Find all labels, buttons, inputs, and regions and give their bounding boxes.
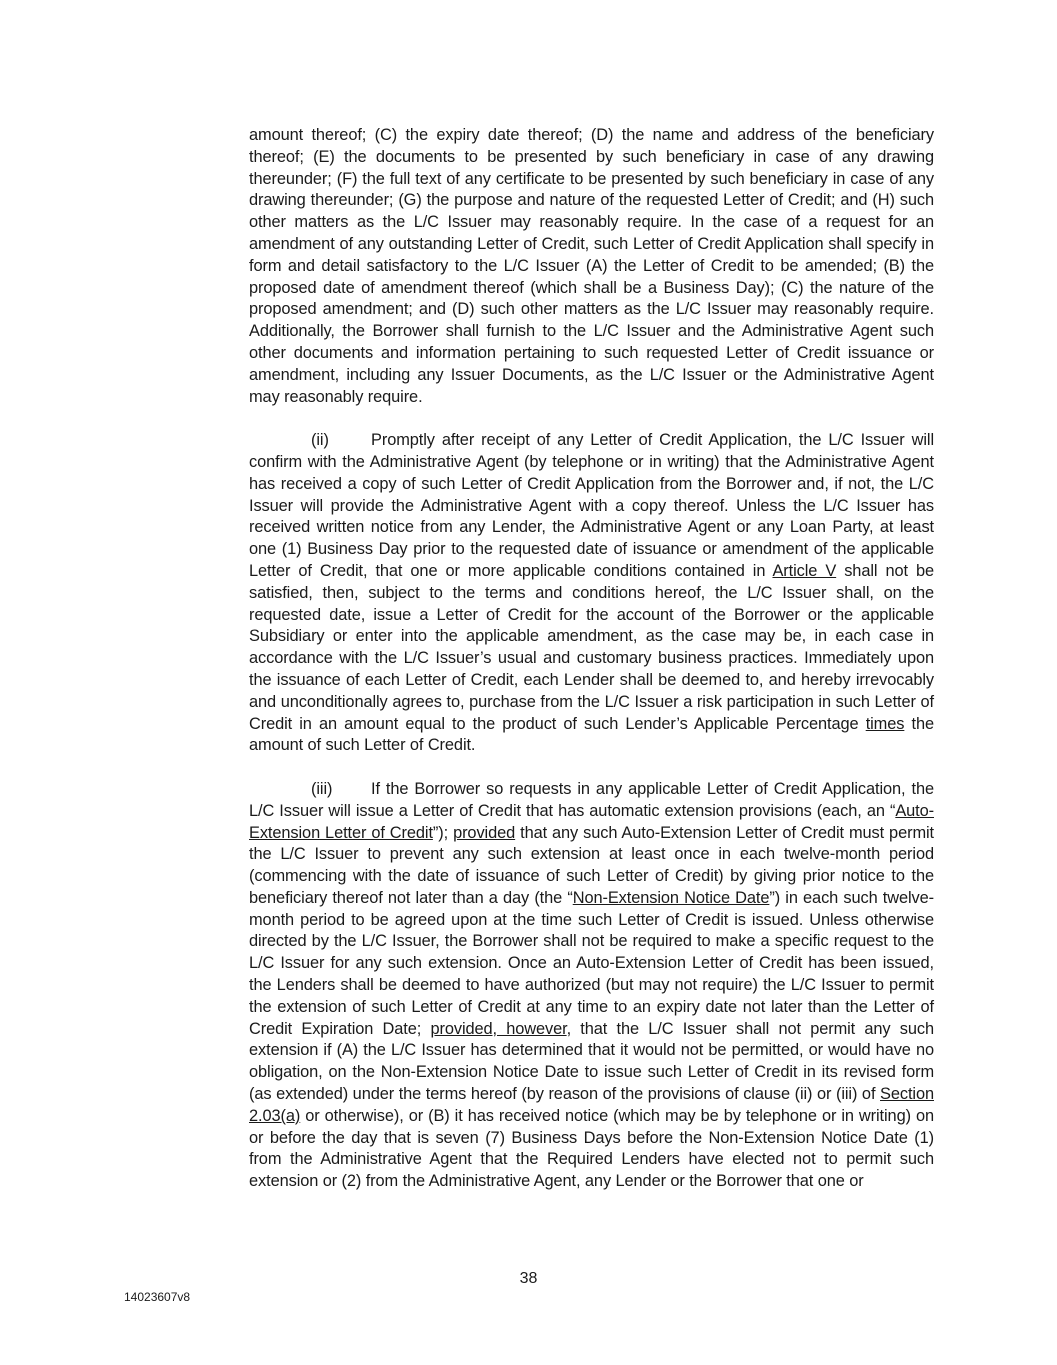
auto-extension-term: Auto-Extension Letter of Credit <box>249 801 934 842</box>
body-text <box>249 125 934 1215</box>
paragraph-ii-number: (ii) <box>311 431 329 450</box>
paragraph-iii-text-6: or otherwise), or (B) it has received notice (which may be by telephone or in writing) on or before the day that is seven (7) Business Days before the Non-Extension Notice Date (1) from the Administrative Agent that the Required Lenders have elected not to permit such extension or (2) from the Administrative Agent, any Lender or the Borrower that one or <box>249 1106 934 1191</box>
paragraph-ii-text-2: shall not be satisfied, then, subject to the terms and conditions hereof, the L/C Issuer shall, on the requested date, issue a Letter of Credit for the account of the Borrower or the applicable Subsidiary or enter into the applicable amendment, as the case may be, in each case in accordance with the L/C Issuer’s usual and customary business practices. Immediately upon the issuance of each Letter of Credit, each Lender shall be deemed to, and hereby irrevocably and unconditionally agrees to, purchase from the L/C Issuer a risk participation in such Letter of Credit in an amount equal to the product of such Lender’s Applicable Percentage <box>249 561 934 733</box>
non-extension-notice-date-term: Non-Extension Notice Date <box>572 888 770 907</box>
provided-term: provided <box>453 823 516 842</box>
paragraph-iii-text-5: , that the L/C Issuer shall not permit any such extension if (A) the L/C Issuer has determined that it would not be permitted, or would have no obligation, on the Non-Extension Notice Date to issue such Letter of Credit in its revised form (as extended) under the terms hereof (by reason of the provisions of clause (ii) or (iii) of <box>249 1019 934 1104</box>
page-number: 38 <box>519 1270 538 1287</box>
paragraph-iii-text-4: ”) in each such twelve-month period to be agreed upon at the time such Letter of Credit is issued. Unless otherwise directed by the L/C Issuer, the Borrower shall not be required to make a specific request to the L/C Issuer for any such extension. Once an Auto-Extension Letter of Credit has been issued, the Lenders shall be deemed to have authorized (but may not require) the L/C Issuer to permit the extension of such Letter of Credit at any time to an expiry date not later than the Letter of Credit Expiration Date; <box>249 888 934 1038</box>
paragraph-ii-text-3: the amount of such Letter of Credit. <box>249 714 934 755</box>
paragraph-iii-text-2: ”); <box>432 823 454 842</box>
paragraph-ii <box>249 430 934 757</box>
paragraph-iii-text-1: If the Borrower so requests in any applicable Letter of Credit Application, the L/C Issuer will issue a Letter of Credit that has automatic extension provisions (each, an “ <box>249 779 934 820</box>
article-v-reference: Article V <box>772 561 837 580</box>
paragraph-continued <box>249 125 934 408</box>
document-id: 14023607v8 <box>124 1290 191 1304</box>
paragraph-ii-text-1: Promptly after receipt of any Letter of Credit Application, the L/C Issuer will confirm with the Administrative Agent (by telephone or in writing) that the Administrative Agent has received a copy of such Letter of Credit Application from the Borrower and, if not, the L/C Issuer will provide the Administrative Agent with a copy thereof. Unless the L/C Issuer has received written notice from any Lender, the Administrative Agent or any Loan Party, at least one (1) Business Day prior to the requested date of issuance or amendment of the applicable Letter of Credit, that one or more applicable conditions contained in <box>249 431 934 580</box>
times-term: times <box>865 714 905 733</box>
section-2-03a-reference: Section 2.03(a) <box>249 1085 934 1125</box>
paragraph-iii <box>249 779 934 1193</box>
paragraph-iii-number: (iii) <box>311 779 333 798</box>
paragraph-iii-text-3: that any such Auto-Extension Letter of Credit must permit the L/C Issuer to prevent any such extension at least once in each twelve-month period (commencing with the date of issuance of such Letter of Credit) by giving prior notice to the beneficiary thereof not later than a day (the “ <box>249 823 934 907</box>
paragraph-continued-text: amount thereof; (C) the expiry date thereof; (D) the name and address of the beneficiary thereof; (E) the documents to be presented by such beneficiary in case of any drawing thereunder; (F) the full text of any certificate to be presented by such beneficiary in case of any drawing thereunder; (G) the purpose and nature of the requested Letter of Credit; and (H) such other matters as the L/C Issuer may reasonably require. In the case of a request for an amendment of any outstanding Letter of Credit, such Letter of Credit Application shall specify in form and detail satisfactory to the L/C Issuer (A) the Letter of Credit to be amended; (B) the proposed date of amendment thereof (which shall be a Business Day); (C) the nature of the proposed amendment; and (D) such other matters as the L/C Issuer may reasonably require. Additionally, the Borrower shall furnish to the L/C Issuer and the Administrative Agent such other documents and information pertaining to such requested Letter of Credit issuance or amendment, including any Issuer Documents, as the L/C Issuer or the Administrative Agent may reasonably require. <box>249 126 934 406</box>
provided-however-term: provided, however <box>430 1019 567 1038</box>
